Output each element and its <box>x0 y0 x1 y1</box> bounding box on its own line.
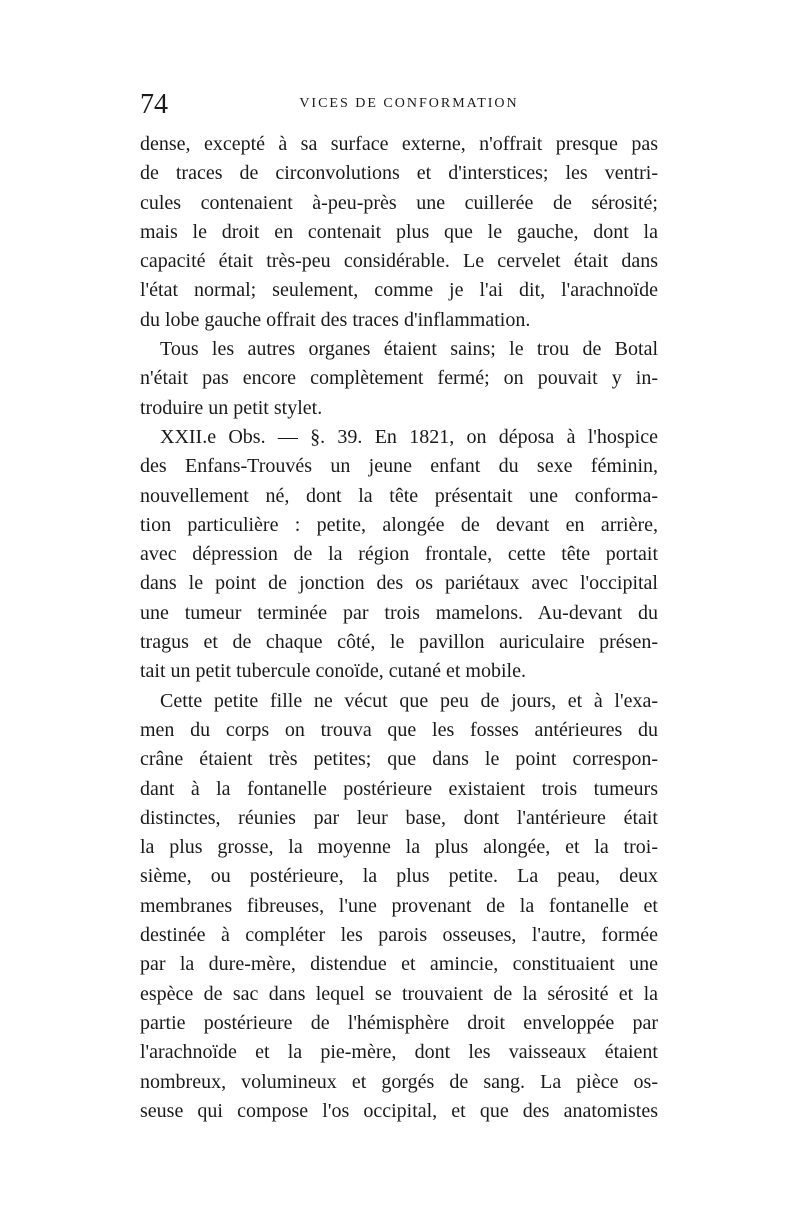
text-line: n'était pas encore complètement fermé; on pouvait y in- <box>140 367 658 390</box>
text-line: une tumeur terminée par trois mamelons. Au-devant du <box>140 601 658 624</box>
text-line: tragus et de chaque côté, le pavillon auriculaire présen- <box>140 631 658 654</box>
running-head: VICES DE CONFORMATION <box>299 96 519 111</box>
page-header <box>140 88 658 128</box>
text-line: dant à la fontanelle postérieure existaient trois tumeurs <box>140 777 658 800</box>
text-line: de traces de circonvolutions et d'interstices; les ventri- <box>140 162 658 185</box>
text-line: l'état normal; seulement, comme je l'ai dit, l'arachnoïde <box>140 279 658 302</box>
body-text <box>140 130 658 1126</box>
text-line: seuse qui compose l'os occipital, et que des anatomistes <box>140 1099 658 1122</box>
text-line: nombreux, volumineux et gorgés de sang. La pièce os- <box>140 1070 658 1093</box>
text-line: mais le droit en contenait plus que le gauche, dont la <box>140 220 658 243</box>
text-line: membranes fibreuses, l'une provenant de la fontanelle et <box>140 894 658 917</box>
text-line: sième, ou postérieure, la plus petite. La peau, deux <box>140 865 658 888</box>
text-line: des Enfans-Trouvés un jeune enfant du sexe féminin, <box>140 455 658 478</box>
text-line: tait un petit tubercule conoïde, cutané et mobile. <box>140 660 526 683</box>
text-line: partie postérieure de l'hémisphère droit enveloppée par <box>140 1011 658 1034</box>
text-line: du lobe gauche offrait des traces d'inflammation. <box>140 308 531 331</box>
text-line: avec dépression de la région frontale, cette tête portait <box>140 543 658 566</box>
text-line: distinctes, réunies par leur base, dont l'antérieure était <box>140 806 658 829</box>
text-line: cules contenaient à-peu-près une cuillerée de sérosité; <box>140 191 658 214</box>
text-line: men du corps on trouva que les fosses antérieures du <box>140 718 658 741</box>
text-line: par la dure-mère, distendue et amincie, constituaient une <box>140 953 658 976</box>
text-line: dans le point de jonction des os pariétaux avec l'occipital <box>140 572 658 595</box>
text-line: tion particulière : petite, alongée de devant en arrière, <box>140 513 658 536</box>
text-line: dense, excepté à sa surface externe, n'offrait presque pas <box>140 133 658 155</box>
text-line: l'arachnoïde et la pie-mère, dont les vaisseaux étaient <box>140 1041 658 1064</box>
text-line: espèce de sac dans lequel se trouvaient de la sérosité et la <box>140 982 658 1005</box>
text-line: Cette petite fille ne vécut que peu de jours, et à l'exa- <box>160 689 658 712</box>
text-line: capacité était très-peu considérable. Le cervelet était dans <box>140 250 658 273</box>
text-line: la plus grosse, la moyenne la plus alongée, et la troi- <box>140 836 658 859</box>
text-line: troduire un petit stylet. <box>140 396 323 419</box>
page-number: 74 <box>140 89 168 120</box>
book-page <box>140 88 658 1138</box>
text-line: crâne étaient très petites; que dans le point correspon- <box>140 748 658 771</box>
text-line: nouvellement né, dont la tête présentait une conforma- <box>140 484 658 507</box>
text-line: destinée à compléter les parois osseuses, l'autre, formée <box>140 924 658 947</box>
text-line: XXII.e Obs. — §. 39. En 1821, on déposa à l'hospice <box>160 425 658 448</box>
text-line: Tous les autres organes étaient sains; le trou de Botal <box>160 338 658 361</box>
